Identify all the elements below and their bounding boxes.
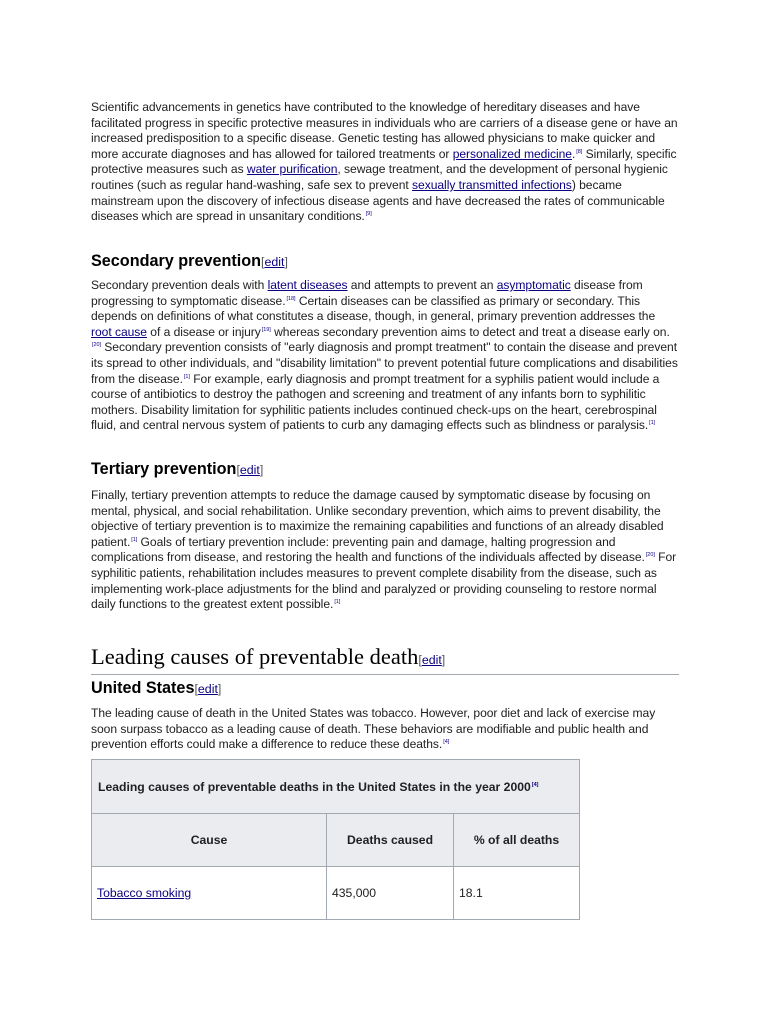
edit-section: [edit] — [236, 463, 264, 477]
link-root-cause[interactable]: root cause — [91, 324, 147, 339]
edit-link[interactable]: edit — [264, 255, 285, 269]
citation-ref[interactable]: [20] — [645, 552, 655, 559]
heading-secondary-prevention: Secondary prevention[edit] — [91, 252, 288, 270]
table-header-row — [92, 814, 580, 867]
citation-ref[interactable]: [8] — [576, 148, 583, 155]
citation-ref[interactable]: [9] — [365, 211, 372, 218]
preventable-deaths-table — [91, 759, 580, 920]
edit-link[interactable]: edit — [421, 653, 442, 667]
heading-united-states: United States[edit] — [91, 679, 222, 697]
citation-ref[interactable]: [4] — [443, 739, 450, 746]
column-header-deaths: Deaths caused — [327, 814, 454, 867]
citation-ref[interactable]: [1] — [183, 373, 190, 380]
heading-tertiary-prevention: Tertiary prevention[edit] — [91, 460, 264, 478]
edit-section: [edit] — [194, 682, 222, 696]
edit-link[interactable]: edit — [239, 463, 260, 477]
edit-section: [edit] — [418, 653, 446, 667]
heading-leading-causes: Leading causes of preventable death[edit] — [91, 644, 679, 675]
link-personalized-medicine[interactable]: personalized medicine — [452, 146, 572, 161]
table-caption: Leading causes of preventable deaths in the United States in the year 2000[4] — [92, 760, 580, 814]
citation-ref[interactable]: [19] — [261, 326, 271, 333]
cell-percent: 18.1 — [454, 867, 580, 920]
citation-ref[interactable]: [18] — [286, 295, 296, 302]
table-row — [92, 867, 580, 920]
citation-ref[interactable]: [4] — [531, 781, 539, 788]
cell-deaths: 435,000 — [327, 867, 454, 920]
tertiary-paragraph: Finally, tertiary prevention attempts to reduce the damage caused by symptomatic disease by focusing on mental, physical, and social rehabilitation. Unlike secondary prevention, which aims to prevent disability, the objective of tertiary prevention is to maximize the remaining capabilities and functions of an already disabled patient.[1] Goals of tertiary prevention include: preventing pain and damage, halting progression and complications from disease, and restoring the health and functions of the individuals affected by disease.[20] For syphilitic patients, rehabilitation includes measures to prevent complete disability from the disease, such as implementing work-place adjustments for the blind and paralyzed or providing counseling to restore normal daily functions to the greatest extent possible.[1] — [91, 488, 677, 612]
column-header-cause: Cause — [92, 814, 327, 867]
link-water-purification[interactable]: water purification — [246, 162, 338, 177]
citation-ref[interactable]: [20] — [92, 342, 101, 349]
link-latent-diseases[interactable]: latent diseases — [267, 278, 348, 292]
united-states-paragraph: The leading cause of death in the United States was tobacco. However, poor diet and lack of exercise may soon surpass tobacco as a leading cause of death. These behaviors are modifiable and public health and prevention efforts could make a difference to reduce these deaths.[4] — [91, 706, 656, 752]
edit-link[interactable]: edit — [197, 682, 218, 696]
citation-ref[interactable]: [1] — [334, 599, 341, 606]
table-caption-row — [92, 760, 580, 814]
column-header-percent: % of all deaths — [454, 814, 580, 867]
link-tobacco-smoking[interactable]: Tobacco smoking — [97, 886, 192, 900]
link-sexually-transmitted-infections[interactable]: sexually transmitted infections — [412, 177, 572, 192]
secondary-paragraph: Secondary prevention deals with latent diseases and attempts to prevent an asymptomatic disease from progressing to symptomatic disease.[18] Certain diseases can be classified as primary or secondary. This depends on definitions of what constitutes a disease, though, in general, primary prevention addresses the root cause of a disease or injury[19] whereas secondary prevention aims to detect and treat a disease early on.[20] Secondary prevention consists of "early diagnosis and prompt treatment" to contain the disease and prevent its spread to other individuals, and "disability limitation" to prevent potential future complications and disabilities from the disease.[1] For example, early diagnosis and prompt treatment for a syphilis patient would include a course of antibiotics to destroy the pathogen and screening and treatment of any infants born to syphilitic mothers. Disability limitation for syphilitic patients includes continued check-ups on the heart, cerebrospinal fluid, and central nervous system of patients to curb any damaging effects such as blindness or paralysis.[1] — [91, 278, 678, 433]
intro-paragraph: Scientific advancements in genetics have contributed to the knowledge of hereditary diseases and have facilitated progress in specific protective measures in individuals who are carriers of a disease gene or have an increased predisposition to a specific disease. Genetic testing has allowed physicians to make quicker and more accurate diagnoses and has allowed for tailored treatments or personalized medicine.[8] Similarly, specific protective measures such as water purification, sewage treatment, and the development of personal hygienic routines (such as regular hand-washing, safe sex to prevent sexually transmitted infections) became mainstream upon the discovery of infectious disease agents and have decreased the rates of communicable diseases which are spread in unsanitary conditions.[9] — [91, 100, 678, 224]
link-asymptomatic[interactable]: asymptomatic — [496, 278, 571, 292]
cell-cause — [92, 867, 327, 920]
citation-ref[interactable]: [1] — [649, 420, 656, 427]
edit-section: [edit] — [261, 255, 288, 269]
citation-ref[interactable]: [1] — [131, 536, 138, 543]
